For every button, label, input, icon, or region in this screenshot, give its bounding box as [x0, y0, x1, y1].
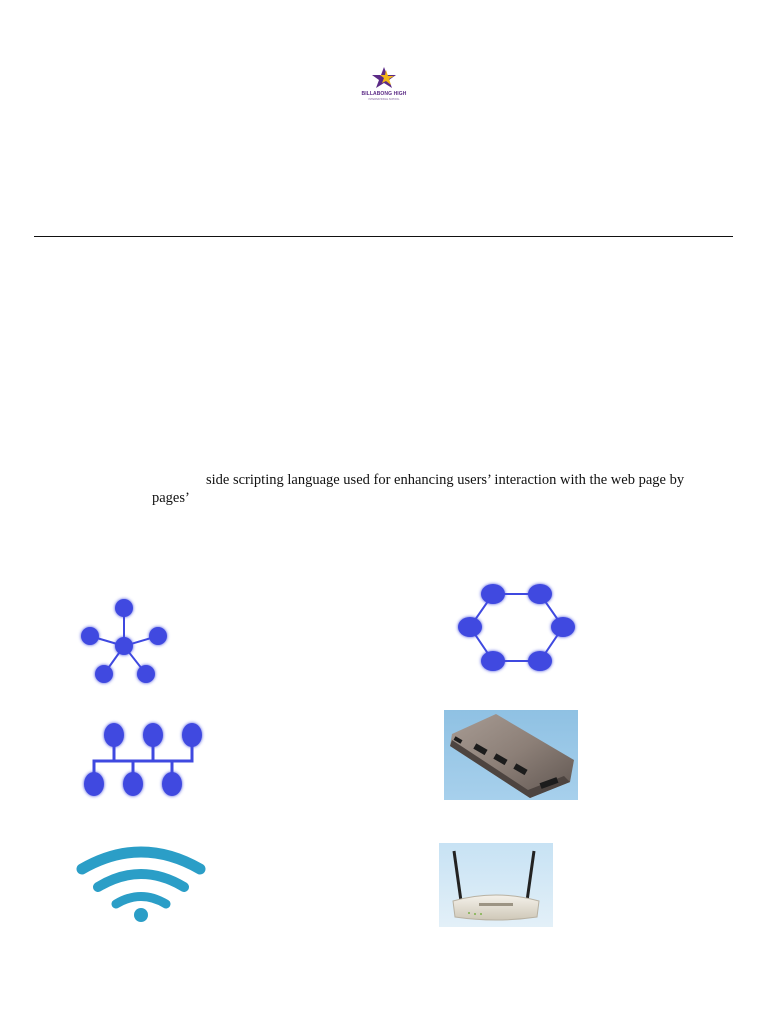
usb-hub-photo [444, 710, 578, 800]
bus-topology-icon [76, 715, 211, 805]
body-text-line-2: pages’ [152, 490, 190, 506]
header-divider [34, 236, 733, 237]
star-topology-icon [70, 590, 180, 690]
school-logo [356, 64, 412, 106]
logo-subtitle: INTERNATIONAL SCHOOL [368, 98, 400, 101]
star-logo-icon [356, 64, 412, 94]
wireless-router-photo [439, 843, 553, 927]
ring-topology-icon [448, 575, 583, 680]
wifi-icon [76, 845, 206, 925]
logo-name: BILLABONG HIGH [361, 91, 407, 97]
body-text-line-1: side scripting language used for enhancing users’ interaction with the web page by [206, 472, 685, 488]
